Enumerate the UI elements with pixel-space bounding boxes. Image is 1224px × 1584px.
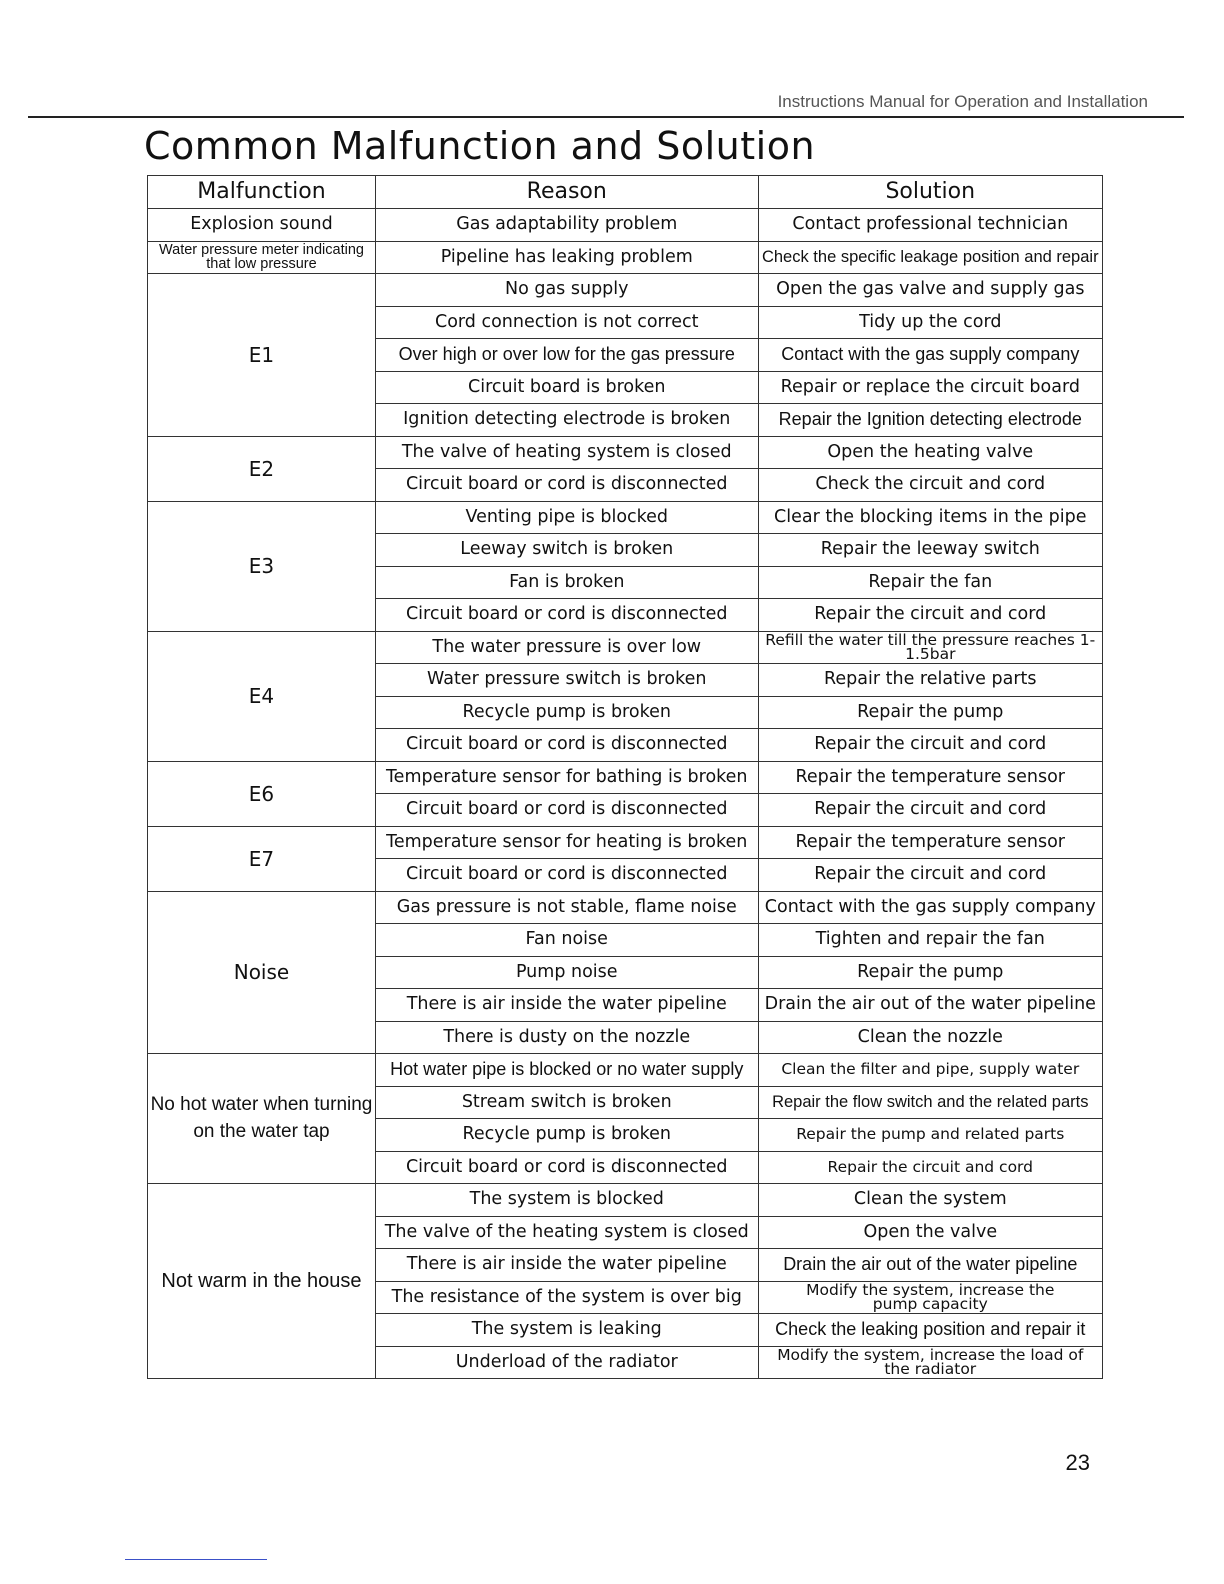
reason-cell: Fan is broken (375, 566, 758, 599)
malfunction-cell: E1 (148, 274, 376, 437)
solution-cell: Tidy up the cord (758, 306, 1102, 339)
solution-cell: Open the gas valve and supply gas (758, 274, 1102, 307)
header-solution: Solution (758, 176, 1102, 209)
manual-title: Instructions Manual for Operation and Installation (777, 92, 1148, 111)
malfunction-table (147, 175, 1103, 1379)
solution-cell: Drain the air out of the water pipeline (758, 989, 1102, 1022)
solution-cell: Repair the pump (758, 956, 1102, 989)
reason-cell: Circuit board or cord is disconnected (375, 729, 758, 762)
solution-cell: Modify the system, increase the pump capacity (758, 1281, 1102, 1314)
reason-cell: Stream switch is broken (375, 1086, 758, 1119)
solution-cell: Contact with the gas supply company (758, 339, 1102, 372)
malfunction-cell: Explosion sound (148, 209, 376, 242)
solution-cell: Repair the temperature sensor (758, 761, 1102, 794)
table-row (148, 501, 1103, 534)
reason-cell: Fan noise (375, 924, 758, 957)
reason-cell: Hot water pipe is blocked or no water supply (375, 1054, 758, 1087)
reason-cell: Ignition detecting electrode is broken (375, 404, 758, 437)
solution-cell: Contact with the gas supply company (758, 891, 1102, 924)
reason-cell: Circuit board or cord is disconnected (375, 469, 758, 502)
page-title: Common Malfunction and Solution (144, 124, 816, 168)
reason-cell: The resistance of the system is over big (375, 1281, 758, 1314)
solution-cell: Check the circuit and cord (758, 469, 1102, 502)
table-row (148, 1054, 1103, 1087)
reason-cell: Over high or over low for the gas pressure (375, 339, 758, 372)
table-row (148, 436, 1103, 469)
solution-cell: Repair the Ignition detecting electrode (758, 404, 1102, 437)
table-row (148, 761, 1103, 794)
reason-cell: The valve of heating system is closed (375, 436, 758, 469)
reason-cell: Venting pipe is blocked (375, 501, 758, 534)
reason-cell: Recycle pump is broken (375, 696, 758, 729)
header-reason: Reason (375, 176, 758, 209)
malfunction-cell: Water pressure meter indicating that low pressure (148, 241, 376, 274)
solution-cell: Repair the circuit and cord (758, 1151, 1102, 1184)
reason-cell: The system is blocked (375, 1184, 758, 1217)
reason-cell: There is dusty on the nozzle (375, 1021, 758, 1054)
reason-cell: Recycle pump is broken (375, 1119, 758, 1152)
malfunction-cell: E7 (148, 826, 376, 891)
reason-cell: Pump noise (375, 956, 758, 989)
solution-cell: Repair the flow switch and the related parts (758, 1086, 1102, 1119)
footnote-rule (125, 1559, 267, 1560)
reason-cell: The system is leaking (375, 1314, 758, 1347)
solution-cell: Repair the fan (758, 566, 1102, 599)
solution-cell: Repair or replace the circuit board (758, 371, 1102, 404)
reason-cell: Gas pressure is not stable, flame noise (375, 891, 758, 924)
reason-cell: Cord connection is not correct (375, 306, 758, 339)
reason-cell: The water pressure is over low (375, 631, 758, 664)
reason-cell: Circuit board or cord is disconnected (375, 599, 758, 632)
malfunction-cell: E6 (148, 761, 376, 826)
solution-cell: Repair the leeway switch (758, 534, 1102, 567)
table-row (148, 631, 1103, 664)
reason-cell: Temperature sensor for bathing is broken (375, 761, 758, 794)
solution-cell: Refill the water till the pressure reaches 1-1.5bar (758, 631, 1102, 664)
table-row (148, 241, 1103, 274)
solution-cell: Repair the pump and related parts (758, 1119, 1102, 1152)
solution-cell: Repair the circuit and cord (758, 859, 1102, 892)
table-row (148, 209, 1103, 242)
malfunction-cell: E2 (148, 436, 376, 501)
reason-cell: There is air inside the water pipeline (375, 1249, 758, 1282)
solution-cell: Drain the air out of the water pipeline (758, 1249, 1102, 1282)
reason-cell: Pipeline has leaking problem (375, 241, 758, 274)
malfunction-cell: E3 (148, 501, 376, 631)
table-row (148, 1184, 1103, 1217)
solution-cell: Tighten and repair the fan (758, 924, 1102, 957)
table-row (148, 826, 1103, 859)
solution-cell: Check the specific leakage position and repair (758, 241, 1102, 274)
solution-cell: Clean the filter and pipe, supply water (758, 1054, 1102, 1087)
malfunction-cell: E4 (148, 631, 376, 761)
solution-cell: Open the valve (758, 1216, 1102, 1249)
reason-cell: Circuit board or cord is disconnected (375, 794, 758, 827)
reason-cell: No gas supply (375, 274, 758, 307)
reason-cell: The valve of the heating system is closed (375, 1216, 758, 1249)
malfunction-cell: No hot water when turning on the water tap (148, 1054, 376, 1184)
solution-cell: Repair the relative parts (758, 664, 1102, 697)
solution-cell: Repair the temperature sensor (758, 826, 1102, 859)
solution-cell: Repair the circuit and cord (758, 599, 1102, 632)
solution-cell: Modify the system, increase the load of the radiator (758, 1346, 1102, 1379)
header-divider (28, 116, 1184, 118)
solution-cell: Repair the circuit and cord (758, 729, 1102, 762)
solution-cell: Check the leaking position and repair it (758, 1314, 1102, 1347)
reason-cell: Water pressure switch is broken (375, 664, 758, 697)
solution-cell: Contact professional technician (758, 209, 1102, 242)
reason-cell: Circuit board or cord is disconnected (375, 859, 758, 892)
solution-cell: Repair the pump (758, 696, 1102, 729)
solution-cell: Repair the circuit and cord (758, 794, 1102, 827)
solution-cell: Clear the blocking items in the pipe (758, 501, 1102, 534)
page-number: 23 (1065, 1450, 1090, 1475)
solution-cell: Clean the nozzle (758, 1021, 1102, 1054)
malfunction-cell: Noise (148, 891, 376, 1054)
table-header-row (148, 176, 1103, 209)
reason-cell: Leeway switch is broken (375, 534, 758, 567)
reason-cell: Circuit board or cord is disconnected (375, 1151, 758, 1184)
table-row (148, 891, 1103, 924)
reason-cell: There is air inside the water pipeline (375, 989, 758, 1022)
reason-cell: Underload of the radiator (375, 1346, 758, 1379)
table-row (148, 274, 1103, 307)
solution-cell: Open the heating valve (758, 436, 1102, 469)
header-malfunction: Malfunction (148, 176, 376, 209)
solution-cell: Clean the system (758, 1184, 1102, 1217)
reason-cell: Circuit board is broken (375, 371, 758, 404)
reason-cell: Temperature sensor for heating is broken (375, 826, 758, 859)
malfunction-cell: Not warm in the house (148, 1184, 376, 1379)
reason-cell: Gas adaptability problem (375, 209, 758, 242)
